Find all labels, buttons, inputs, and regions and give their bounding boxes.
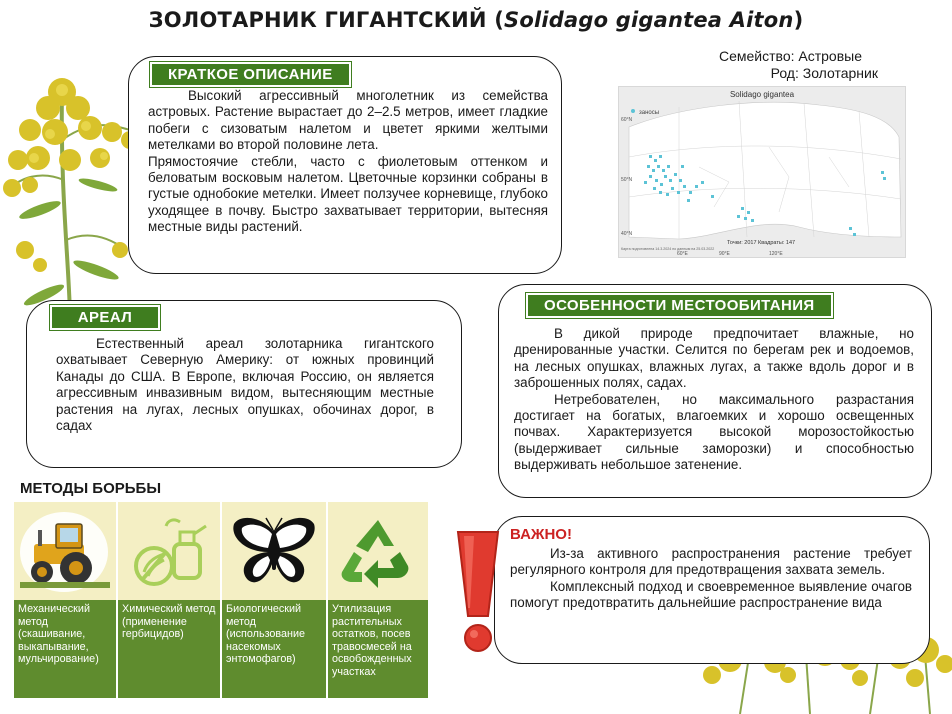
map-title: Solidago gigantea bbox=[729, 90, 795, 99]
lat-label-60: 60°N bbox=[621, 117, 633, 123]
methods-title: МЕТОДЫ БОРЬБЫ bbox=[20, 480, 161, 497]
range-paragraph: Естественный ареал золотарника гигантского охватывает Северную Америку: от южных провинций Канады до США. В Европе, включая Россию, он является агрессивным инвазивным видом, вытесняющим местные растения на лугах, лесных опушках, обочинах дорог, в садах bbox=[56, 336, 434, 434]
method-label-chemical: Химический метод (применение гербицидов) bbox=[118, 600, 220, 698]
range-badge: АРЕАЛ bbox=[50, 305, 160, 330]
important-paragraph-2: Комплексный подход и своевременное выявление очагов помогут предотвратить дальнейшие распространение вида bbox=[510, 578, 912, 611]
method-image-chemical bbox=[118, 502, 220, 600]
map-legend-label: заносы bbox=[639, 110, 660, 116]
exclamation-icon bbox=[452, 528, 504, 656]
distribution-map bbox=[618, 86, 906, 258]
important-paragraph-1: Из-за активного распространения растение требует регулярного контроля для предотвращения захвата земель. bbox=[510, 546, 912, 578]
genus-label: Род: Золотарник bbox=[770, 65, 878, 81]
family-label: Семейство: Астровые bbox=[719, 48, 862, 64]
habitat-paragraph-1: В дикой природе предпочитает влажные, но дренированные участки. Селится по берегам рек и водоемов, на лесных опушках, влажных лугах, а также вдоль дорог и в заброшенных полях, садах. bbox=[514, 326, 914, 391]
description-paragraph-1: Высокий агрессивный многолетник из семейства астровых. Растение вырастает до 2–2.5 метров, имеет гладкие побеги с сизоватым налетом и цветет яркими желтыми метелками во второй половине лета. bbox=[148, 88, 548, 153]
map-footer: Карта подготовлена 14.3.2024 по данным на 25.03.2022 bbox=[621, 247, 715, 251]
method-label-recycling: Утилизация растительных остатков, посев травосмесей на освобожденных участках bbox=[328, 600, 428, 698]
method-label-mechanical: Механический метод (скашивание, выкапывание, мульчирование) bbox=[14, 600, 116, 698]
map-stats: Точки: 2017 Квадраты: 147 bbox=[727, 240, 796, 246]
range-text bbox=[56, 336, 434, 434]
habitat-badge: ОСОБЕННОСТИ МЕСТООБИТАНИЯ bbox=[526, 293, 833, 318]
lat-label-40: 40°N bbox=[621, 231, 633, 237]
habitat-text bbox=[514, 326, 914, 474]
method-image-recycling bbox=[328, 502, 428, 600]
lat-label-50: 50°N bbox=[621, 177, 633, 183]
page-title: ЗОЛОТАРНИК ГИГАНТСКИЙ (Solidago gigantea Aiton) bbox=[148, 8, 804, 32]
recycle-icon bbox=[328, 502, 428, 600]
lon-label-60: 60°E bbox=[677, 251, 688, 257]
map-svg bbox=[619, 87, 905, 257]
methods-grid bbox=[14, 502, 428, 698]
butterfly-icon bbox=[222, 502, 326, 600]
lon-label-90: 90°E bbox=[719, 251, 730, 257]
method-label-biological: Биологический метод (использование насекомых энтомофагов) bbox=[222, 600, 326, 698]
important-heading: ВАЖНО! bbox=[510, 526, 572, 543]
lon-label-120: 120°E bbox=[769, 251, 783, 257]
description-badge: КРАТКОЕ ОПИСАНИЕ bbox=[150, 62, 351, 87]
method-image-mechanical bbox=[14, 502, 116, 600]
description-paragraph-2: Прямостоячие стебли, часто с фиолетовым оттенком и беловатым восковым налетом. Цветочные корзинки собраны в густые однобокие метелки. Имеет ползучее корневище, глубоко уходящее в почву. Быстро захватывает территории, вытесняя местные виды растений. bbox=[148, 153, 548, 235]
tractor-icon bbox=[14, 502, 116, 600]
taxonomy-info bbox=[640, 48, 878, 82]
important-text bbox=[510, 546, 912, 612]
description-text bbox=[148, 88, 548, 236]
habitat-paragraph-2: Нетребователен, но максимального разрастания достигает на богатых, влагоемких и хорошо освещенных почвах. Характеризуется высокой морозостойкостью (выдерживает сильные заморозки) и способностью выдерживать небольшое затенение. bbox=[514, 391, 914, 473]
sprayer-icon bbox=[118, 502, 220, 600]
method-image-biological bbox=[222, 502, 326, 600]
